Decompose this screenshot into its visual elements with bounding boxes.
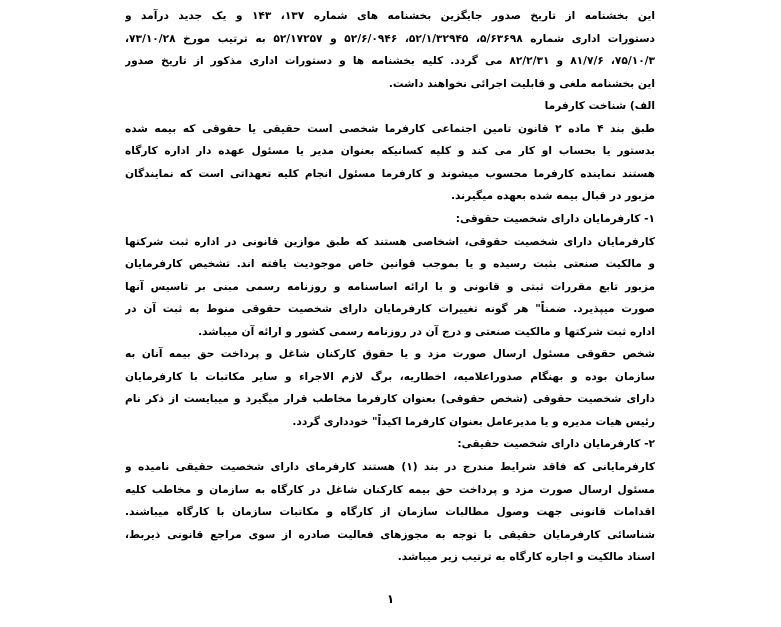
text-line: صورت میپذیرد. ضمناً" هر گونه تغییرات کارفرمایان دارای شخصیت حقوقی منوط به ثبت آن در bbox=[125, 303, 655, 316]
text-line: ۲- کارفرمایان دارای شخصیت حقیقی: bbox=[457, 438, 655, 451]
text-line: مزبور در قبال بیمه شده بعهده میگیرند. bbox=[451, 190, 655, 203]
text-line: کارفرمایانی که فاقد شرایط مندرج در بند (۱) هستند کارفرمای دارای شخصیت حقیقی نامیده و bbox=[125, 461, 655, 473]
text-line: کارفرمایان دارای شخصیت حقوقی، اشخاصی هستند که طبق موازین قانونی در اداره ثبت شرکتها bbox=[125, 235, 655, 248]
text-line: طبق بند ۴ ماده ۲ قانون تامین اجتماعی کارفرما شخصی است حقیقی یا حقوقی که بیمه شده bbox=[125, 122, 655, 135]
text-line: دستورات اداری شماره ۵/۶۳۶۹۸، ۵۲/۱/۳۲۹۴۵، ۵۲/۶/۰۹۴۶ و ۵۲/۱۷۲۵۷ به ترتیب مورخ ۷۳/۱۰/۲۸، bbox=[125, 32, 655, 45]
text-line: این بخشنامه از تاریخ صدور جایگزین بخشنامه های شماره ۱۳۷، ۱۴۳ و یک جدید درآمد و bbox=[125, 10, 655, 22]
page-number: ۱ bbox=[386, 592, 395, 606]
text-line: شخص حقوقی مسئول ارسال صورت مزد و یا حقوق کارکنان شاغل و پرداخت حق بیمه آنان به bbox=[125, 348, 655, 361]
text-line: دارای شخصیت حقوقی (شخص حقوقی) بعنوان کارفرما مخاطب قرار میگیرد و میبایست از ذکر نام bbox=[125, 393, 655, 406]
text-line: اسناد مالکیت و اجاره کارگاه به ترتیب زیر میباشد. bbox=[397, 551, 655, 564]
text-line: ۷۵/۱۰/۳، ۸۱/۷/۶ و ۸۲/۲/۳۱ می گردد. کلیه بخشنامه ها و دستورات اداری مذکور از تاریخ صدور bbox=[125, 55, 655, 68]
text-line: رئیس هیات مدیره و یا مدیرعامل بعنوان کارفرما اکیداً" خودداری گردد. bbox=[292, 415, 655, 428]
text-line: سازمان بوده و بهنگام صدوراعلامیه، اخطاریه، برگ لازم الاجراء و سایر مکاتبات با کارفرمایان bbox=[125, 370, 655, 383]
text-line: اداره ثبت شرکتها و مالکیت صنعتی و درج آن در روزنامه رسمی کشور و ارائه آن میباشد. bbox=[198, 325, 655, 338]
text-line: ۱- کارفرمایان دارای شخصیت حقوقی: bbox=[455, 212, 655, 225]
text-line: الف) شناخت کارفرما bbox=[544, 100, 655, 113]
document-page bbox=[125, 0, 655, 627]
text-line: و مالکیت صنعتی بثبت رسیده و یا بموجب قوانین خاص موجودیت یافته اند. تشخیص کارفرمایان bbox=[125, 258, 655, 271]
text-line: مسئول ارسال صورت مزد و پرداخت حق بیمه کارکنان شاغل در کارگاه به سازمان و مخاطب کلیه bbox=[125, 483, 655, 496]
text-line: مزبور تابع مقررات ثبتی و قانونی و با ارائه اساسنامه و روزنامه رسمی مبنی بر تاسیس آنها bbox=[125, 280, 655, 293]
text-line: بدستور یا بحساب او کار می کند و کلیه کسانیکه بعنوان مدیر یا مسئول عهده دار اداره کارگاه bbox=[125, 145, 655, 158]
text-line: شناسائی کارفرمایان حقیقی با توجه به مجوزهای فعالیت صادره از سوی مراجع قانونی ذیربط، bbox=[125, 528, 655, 541]
text-line: هستند نماینده کارفرما محسوب میشوند و کارفرما مسئول انجام کلیه تعهداتی است که نمایندگان bbox=[125, 167, 655, 180]
text-line: اقدامات قانونی جهت وصول مطالبات سازمان از کارگاه و مکاتبات سازمان با کارگاه میباشند. bbox=[125, 506, 655, 519]
text-line: این بخشنامه ملغی و قابلیت اجرائی نخواهند داشت. bbox=[388, 77, 655, 90]
